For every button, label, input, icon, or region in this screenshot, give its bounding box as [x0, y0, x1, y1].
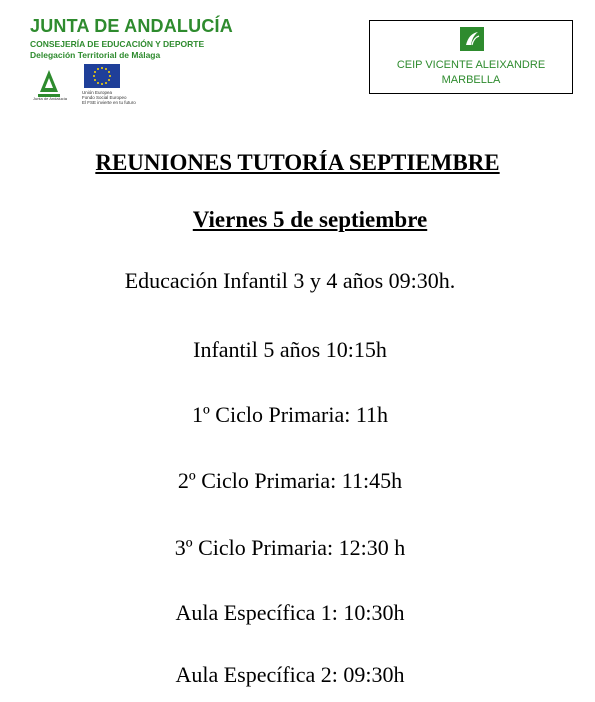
schedule-item-aula-especifica-1: Aula Específica 1: 10:30h [175, 600, 405, 625]
document-title: REUNIONES TUTORÍA SEPTIEMBRE [95, 150, 500, 175]
school-city: MARBELLA [441, 74, 501, 86]
eu-caption-line2: Fondo Social Europeo [82, 95, 127, 100]
org-delegation: Delegación Territorial de Málaga [30, 50, 161, 60]
eu-logo-caption [82, 90, 136, 105]
schedule-item-infantil-3-4: Educación Infantil 3 y 4 años 09:30h. [124, 268, 456, 293]
date-heading: Viernes 5 de septiembre [192, 207, 428, 232]
eu-caption-line1: Unión Europea [82, 90, 113, 95]
org-department: CONSEJERÍA DE EDUCACIÓN Y DEPORTE [30, 39, 205, 49]
school-name: CEIP VICENTE ALEIXANDRE [396, 59, 546, 71]
schedule-item-tercer-ciclo: 3º Ciclo Primaria: 12:30 h [174, 535, 406, 560]
eu-flag-icon [84, 64, 120, 88]
eu-caption-line3: El FSE invierte en tu futuro [82, 100, 136, 105]
schedule-item-infantil-5: Infantil 5 años 10:15h [193, 337, 387, 362]
schedule-item-segundo-ciclo: 2º Ciclo Primaria: 11:45h [177, 468, 403, 493]
schedule-item-primer-ciclo: 1º Ciclo Primaria: 11h [191, 402, 389, 427]
school-box [369, 20, 573, 94]
junta-header [30, 16, 270, 105]
schedule-item-aula-especifica-2: Aula Específica 2: 09:30h [175, 662, 405, 687]
school-logo-icon [460, 27, 484, 51]
junta-logo-caption: Junta de Andalucía [32, 96, 68, 101]
org-name: JUNTA DE ANDALUCÍA [30, 16, 233, 36]
